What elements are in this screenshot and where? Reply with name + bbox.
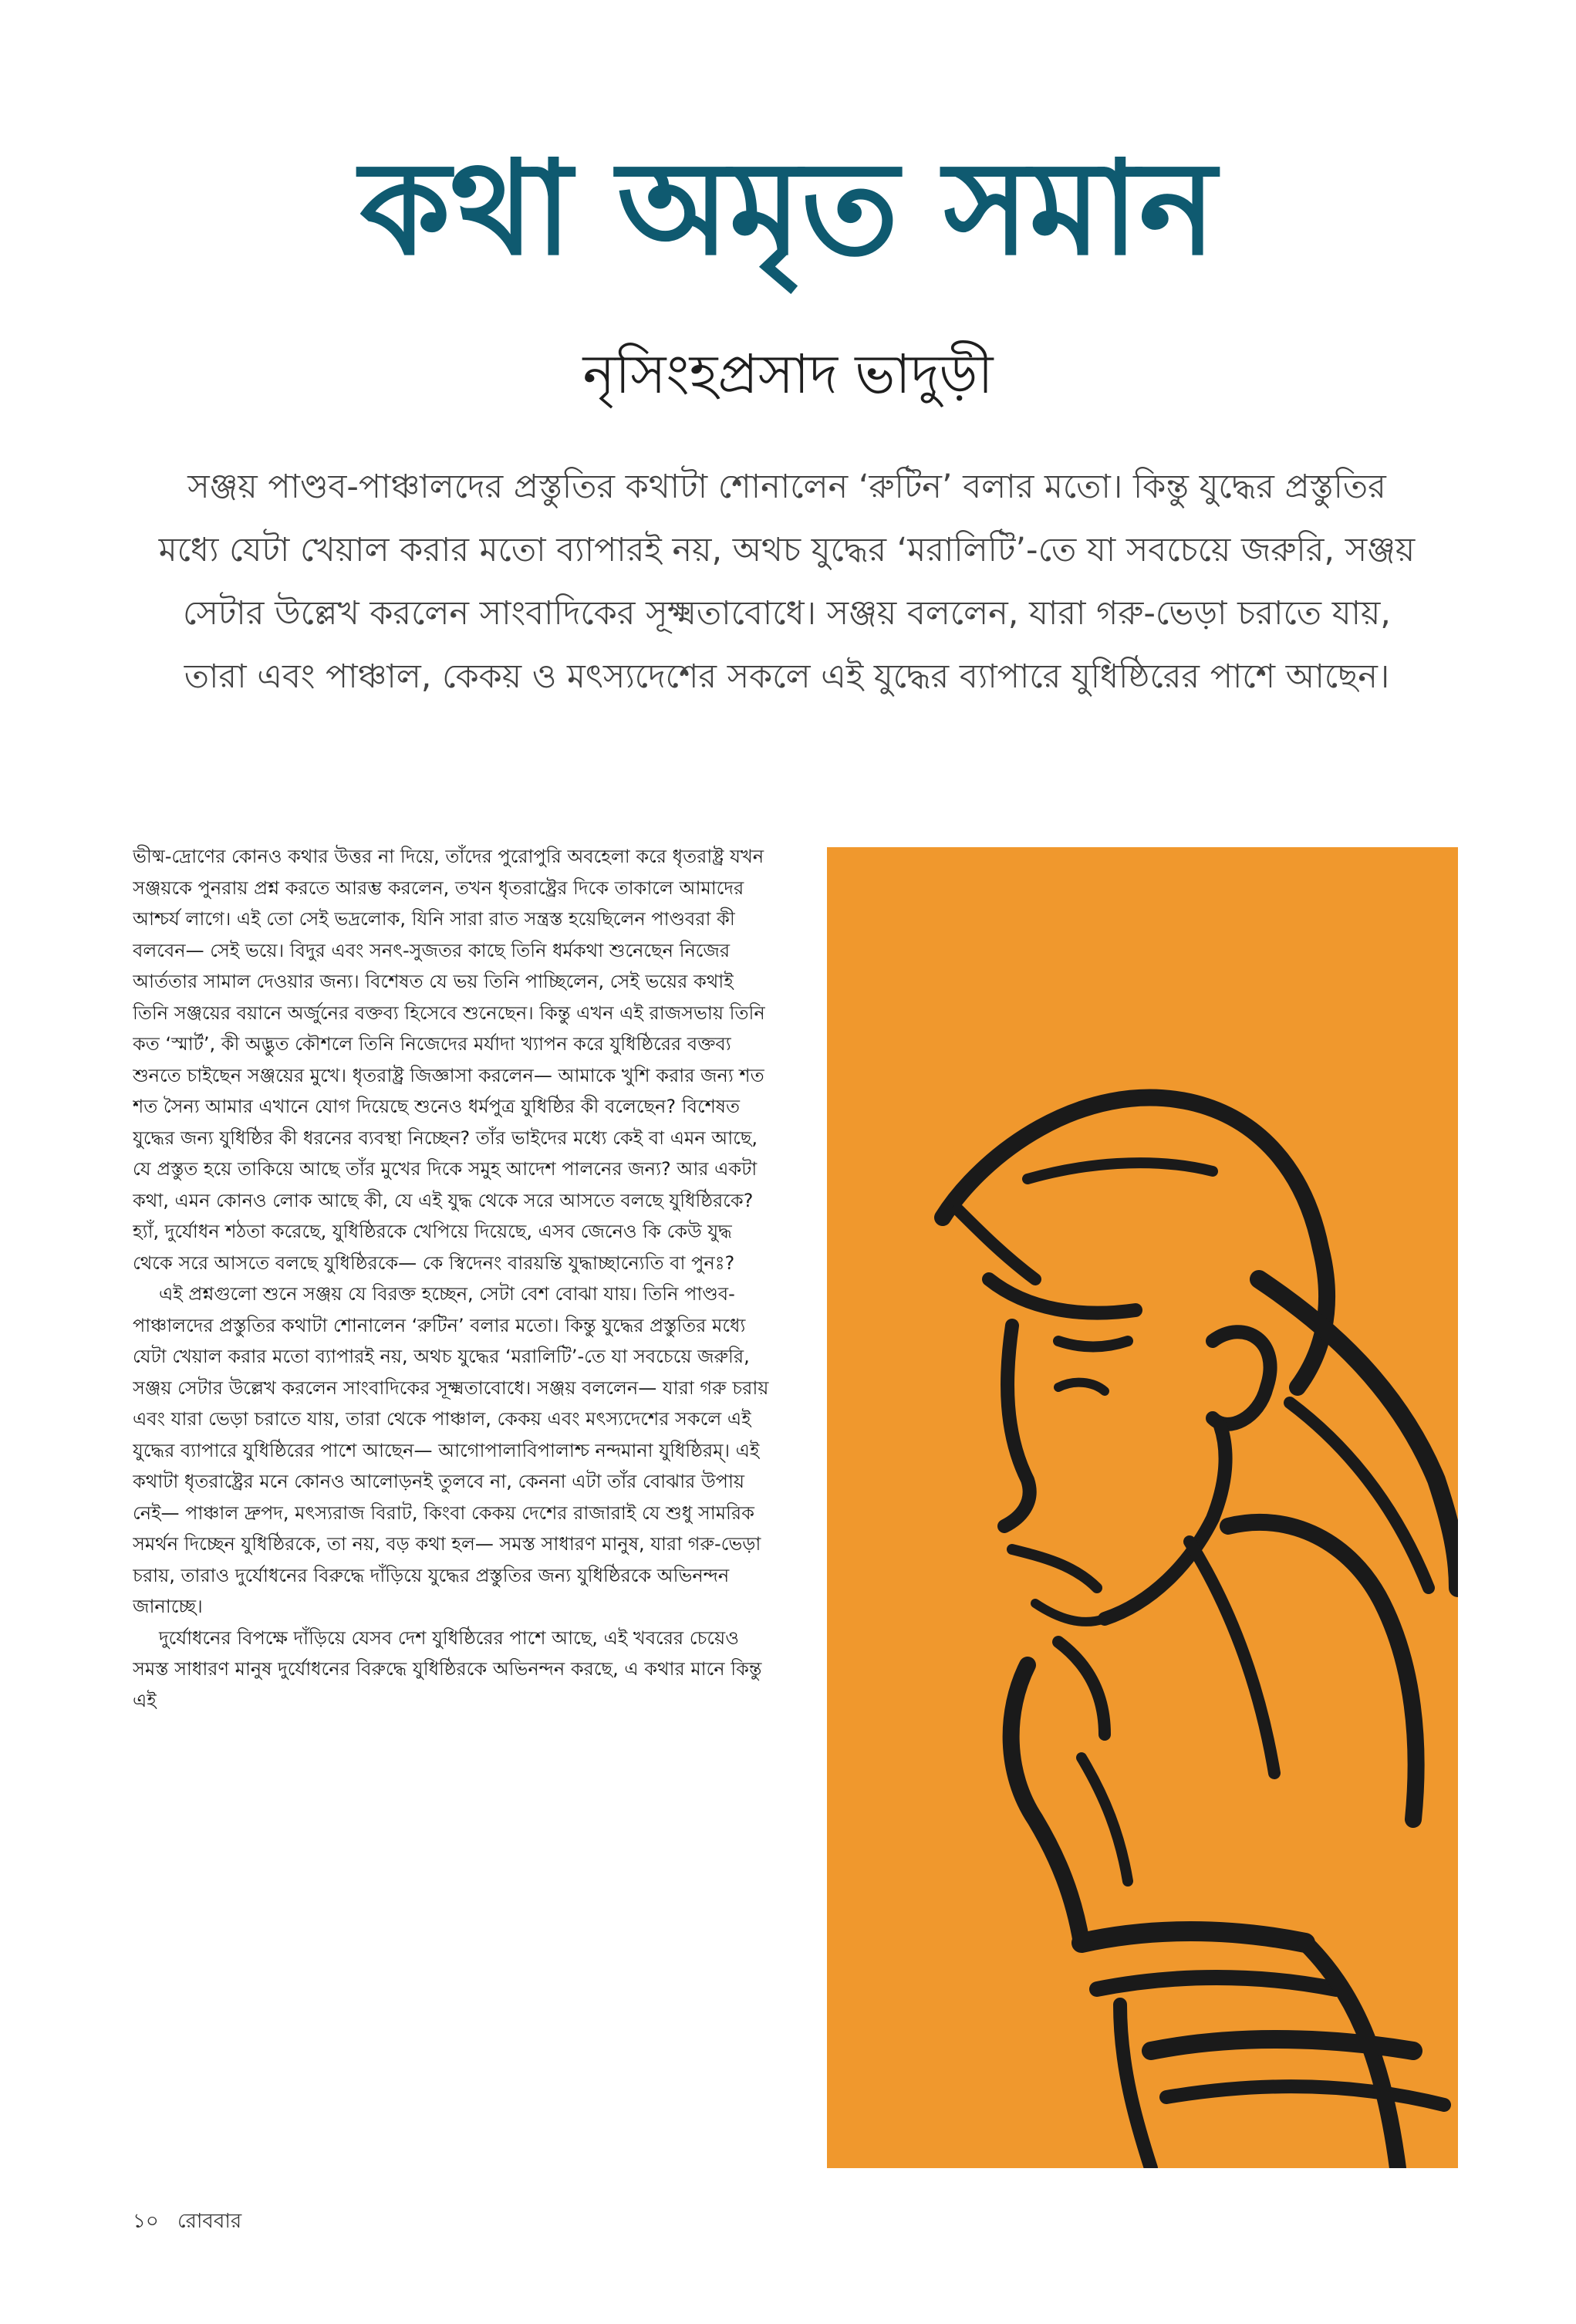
page-number: ১০ [133, 2210, 159, 2233]
pull-quote-deck: সঞ্জয় পাণ্ডব-পাঞ্চালদের প্রস্তুতির কথাটা শোনালেন ‘রুটিন’ বলার মতো। কিন্তু যুদ্ধের প্রস্তুতির মধ্যে যেটা খেয়াল করার মতো ব্যাপারই নয়, অথচ যুদ্ধের ‘মরালিটি’-তে যা সবচেয়ে জরুরি, সঞ্জয় সেটার উল্লেখ করলেন সাংবাদিকের সূক্ষ্মতাবোধে। সঞ্জয় বললেন, যারা গরু-ভেড়া চরাতে যায়, তারা এবং পাঞ্চাল, কেকয় ও মৎস্যদেশের সকলে এই যুদ্ধের ব্যাপারে যুধিষ্ঠিরের পাশে আছেন। [158, 468, 1416, 696]
article-body [133, 841, 773, 2184]
body-paragraph-2: এই প্রশ্নগুলো শুনে সঞ্জয় যে বিরক্ত হচ্ছেন, সেটা বেশ বোঝা যায়। তিনি পাণ্ডব-পাঞ্চালদের প্রস্তুতির কথাটা শোনালেন ‘রুটিন’ বলার মতো। কিন্তু যুদ্ধের প্রস্তুতির মধ্যে যেটা খেয়াল করার মতো ব্যাপারই নয়, অথচ যুদ্ধের ‘মরালিটি’-তে যা সবচেয়ে জরুরি, সঞ্জয় সেটার উল্লেখ করলেন সাংবাদিকের সূক্ষ্মতাবোধে। সঞ্জয় বললেন— যারা গরু চরায় এবং যারা ভেড়া চরাতে যায়, তারা থেকে পাঞ্চাল, কেকয় এবং মৎস্যদেশের সকলে এই যুদ্ধের ব্যাপারে যুধিষ্ঠিরের পাশে আছেন— আগোপালাবিপালাশ্চ নন্দমানা যুধিষ্ঠিরম্। এই কথাটা ধৃতরাষ্ট্রের মনে কোনও আলোড়নই তুলবে না, কেননা এটা তাঁর বোঝার উপায় নেই— পাঞ্চাল দ্রুপদ, মৎস্যরাজ বিরাট, কিংবা কেকয় দেশের রাজারাই যে শুধু সামরিক সমর্থন দিচ্ছেন যুধিষ্ঠিরকে, তা নয়, বড় কথা হল— সমস্ত সাধারণ মানুষ, যারা গরু-ভেড়া চরায়, তারাও দুর্যোধনের বিরুদ্ধে দাঁড়িয়ে যুদ্ধের প্রস্তুতির জন্য যুধিষ্ঠিরকে অভিনন্দন জানাচ্ছে। [133, 1283, 769, 1617]
illustration-pensive-figure [827, 847, 1458, 2168]
illustration-panel [827, 847, 1458, 2168]
author-name: নৃসিংহপ্রসাদ ভাদুড়ী [582, 343, 994, 406]
page-footer [133, 2208, 241, 2234]
magazine-name: রোববার [177, 2210, 242, 2233]
body-paragraph-1: ভীষ্ম-দ্রোণের কোনও কথার উত্তর না দিয়ে, তাঁদের পুরোপুরি অবহেলা করে ধৃতরাষ্ট্র যখন সঞ্জয়কে পুনরায় প্রশ্ন করতে আরম্ভ করলেন, তখন ধৃতরাষ্ট্রের দিকে তাকালে আমাদের আশ্চর্য লাগে। এই তো সেই ভদ্রলোক, যিনি সারা রাত সন্ত্রস্ত হয়েছিলেন পাণ্ডবরা কী বলবেন— সেই ভয়ে। বিদুর এবং সনৎ-সুজতর কাছে তিনি ধর্মকথা শুনেছেন নিজের আর্ততার সামাল দেওয়ার জন্য। বিশেষত যে ভয় তিনি পাচ্ছিলেন, সেই ভয়ের কথাই তিনি সঞ্জয়ের বয়ানে অর্জুনের বক্তব্য হিসেবে শুনেছেন। কিন্তু এখন এই রাজসভায় তিনি কত ‘স্মার্ট’, কী অদ্ভুত কৌশলে তিনি নিজেদের মর্যাদা খ্যাপন করে যুধিষ্ঠিরের বক্তব্য শুনতে চাইছেন সঞ্জয়ের মুখে। ধৃতরাষ্ট্র জিজ্ঞাসা করলেন— আমাকে খুশি করার জন্য শত শত সৈন্য আমার এখানে যোগ দিয়েছে শুনেও ধর্মপুত্র যুধিষ্ঠির কী বলেছেন? বিশেষত যুদ্ধের জন্য যুধিষ্ঠির কী ধরনের ব্যবস্থা নিচ্ছেন? তাঁর ভাইদের মধ্যে কেই বা এমন আছে, যে প্রস্তুত হয়ে তাকিয়ে আছে তাঁর মুখের দিকে সমুহ আদেশ পালনের জন্য? আর একটা কথা, এমন কোনও লোক আছে কী, যে এই যুদ্ধ থেকে সরে আসতে বলছে যুধিষ্ঠিরকে? হ্যাঁ, দুর্যোধন শঠতা করেছে, যুধিষ্ঠিরকে খেপিয়ে দিয়েছে, এসব জেনেও কি কেউ যুদ্ধ থেকে সরে আসতে বলছে যুধিষ্ঠিরকে— কে স্বিদেনং বারয়ন্তি যুদ্ধাচ্ছান্যেতি বা পুনঃ? [133, 846, 765, 1274]
body-paragraph-3: দুর্যোধনের বিপক্ষে দাঁড়িয়ে যেসব দেশ যুধিষ্ঠিরের পাশে আছে, এই খবরের চেয়েও সমস্ত সাধারণ মানুষ দুর্যোধনের বিরুদ্ধে যুধিষ্ঠিরকে অভিনন্দন করছে, এ কথার মানে কিন্তু এই [133, 1626, 762, 1711]
article-title: কথা অমৃত সমান [359, 133, 1217, 284]
